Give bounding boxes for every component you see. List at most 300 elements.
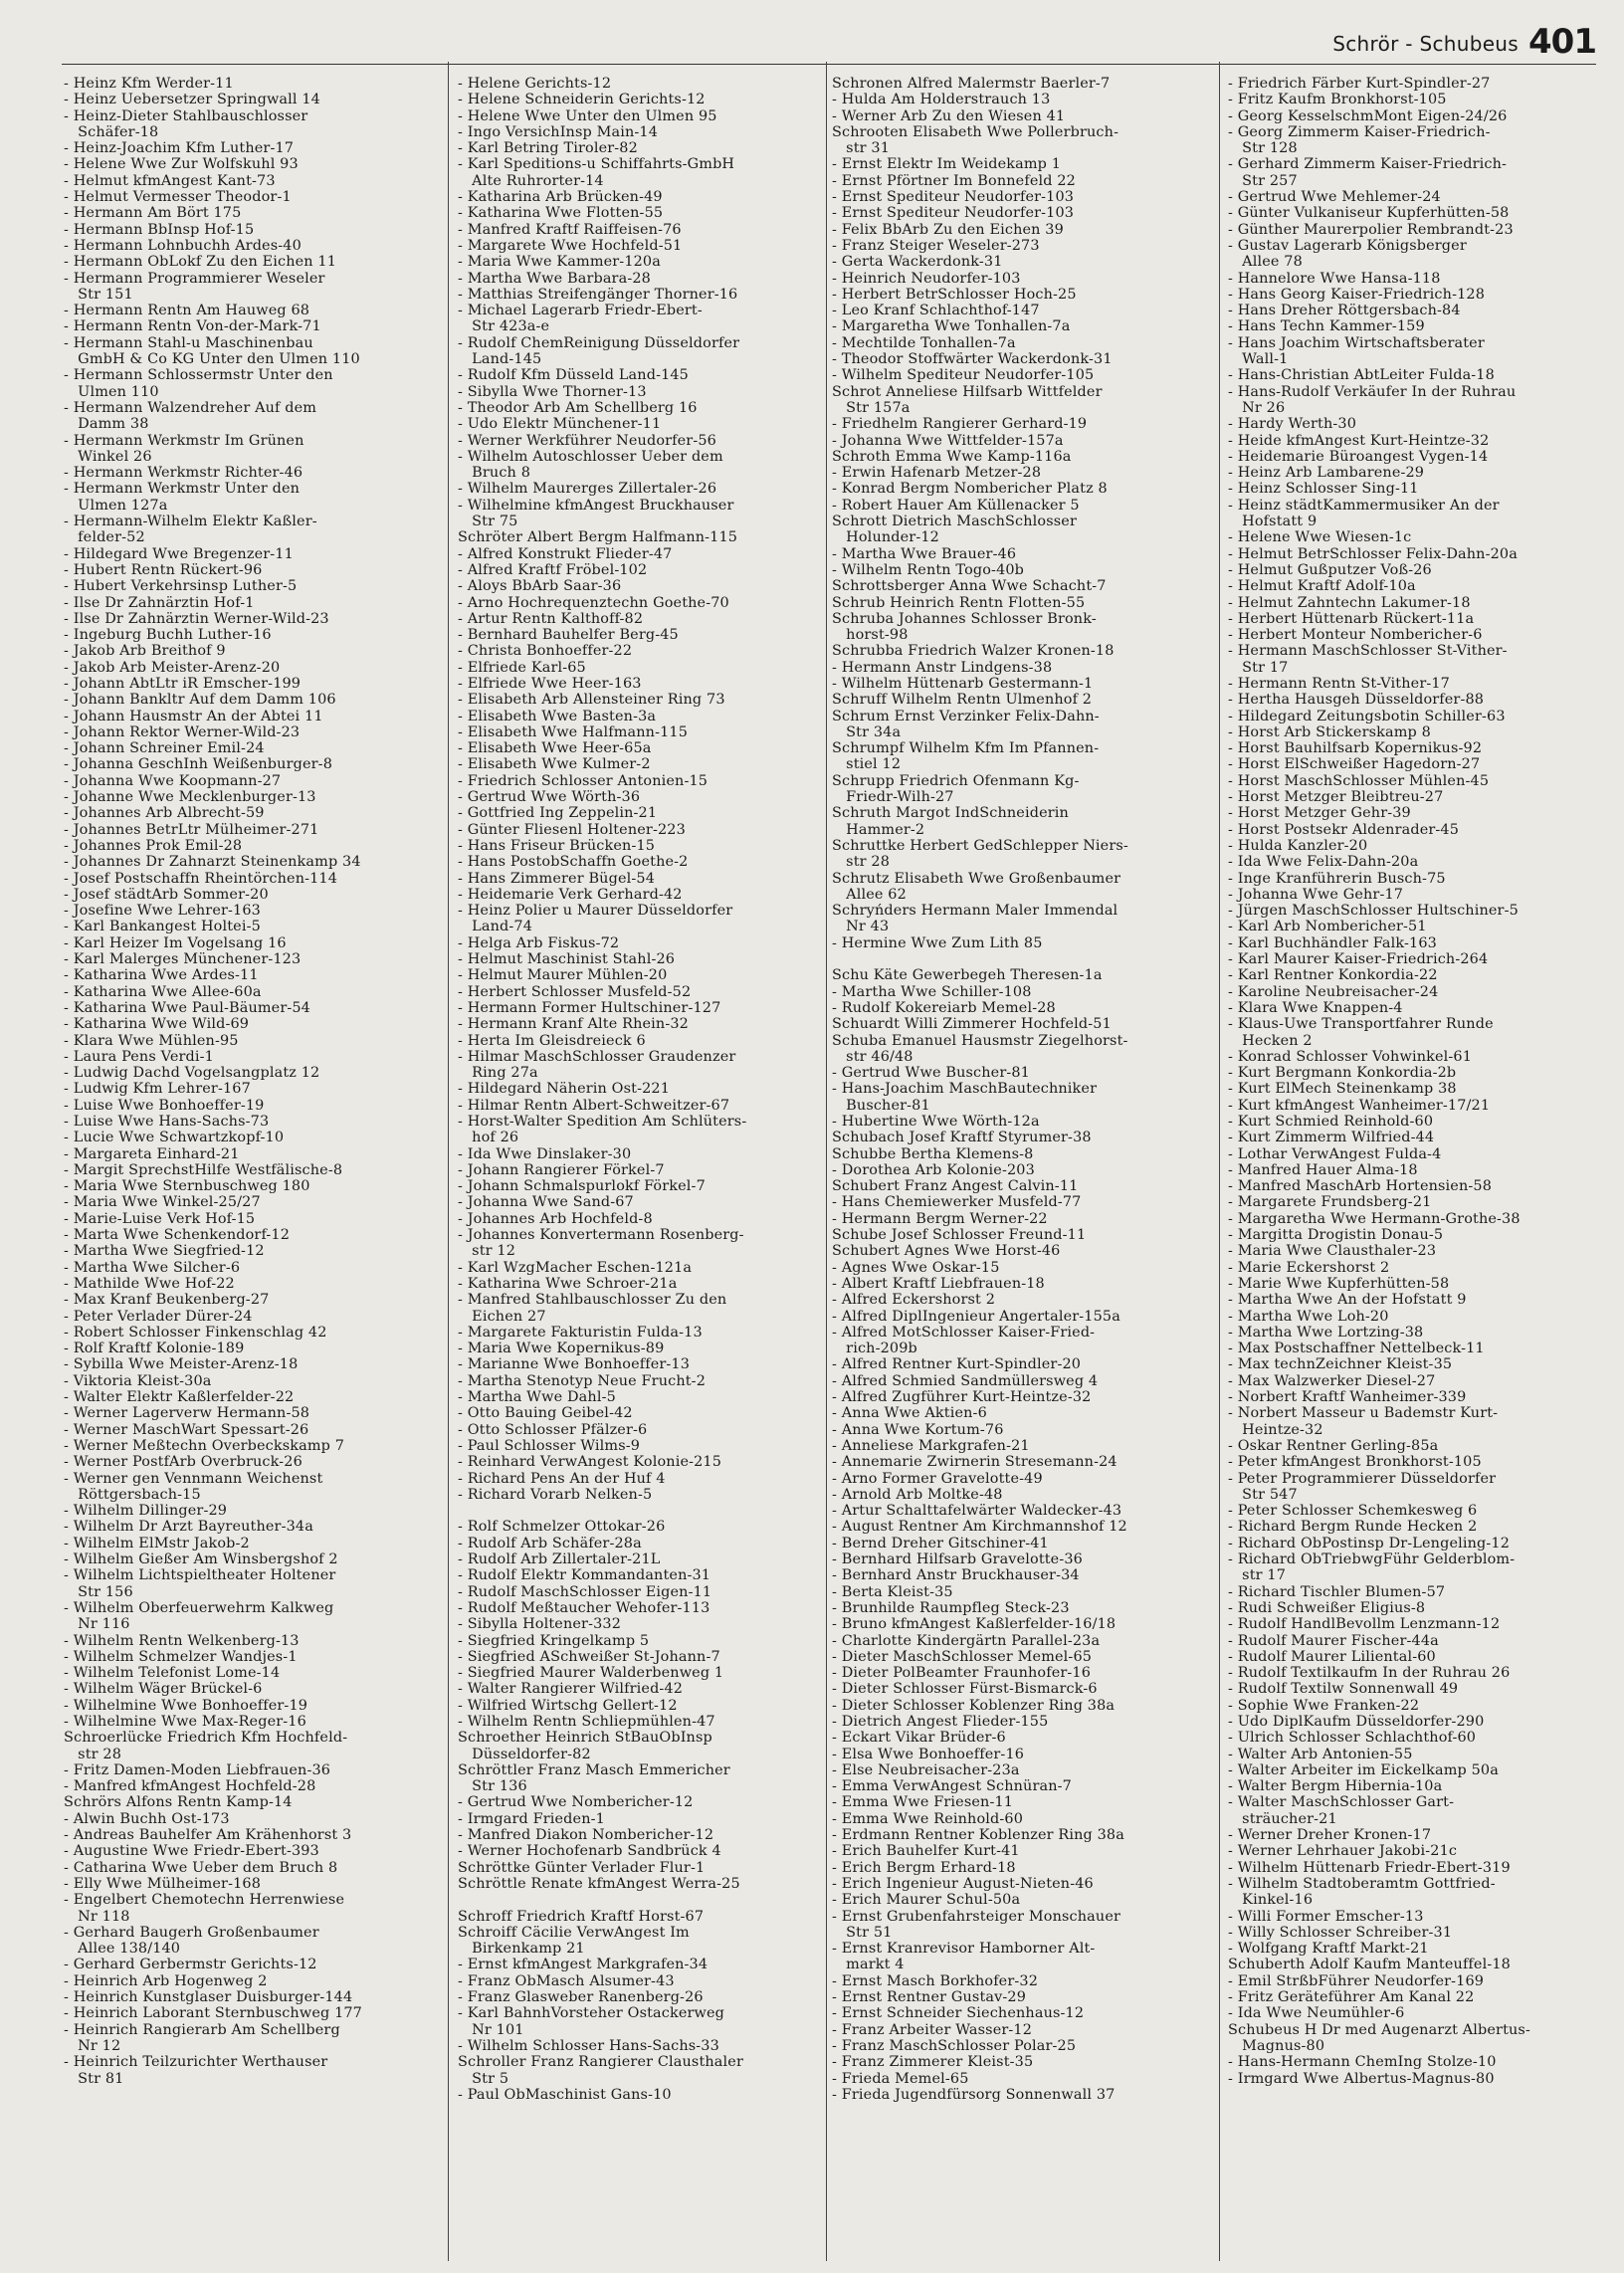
directory-entry-line: - Paul Schlosser Wilms-9	[458, 1437, 641, 1454]
directory-entry-line: - Elisabeth Wwe Kulmer-2	[458, 756, 651, 773]
directory-entry-line: - Alfred Rentner Kurt-Spindler-20	[832, 1356, 1082, 1373]
directory-entry-line: Schroerlücke Friedrich Kfm Hochfeld-	[64, 1730, 348, 1747]
directory-entry-line: Alte Ruhrorter-14	[458, 172, 604, 189]
directory-entry-line: Nr 43	[832, 919, 890, 935]
directory-entry-line: - Heinrich Rangierarb Am Schellberg	[64, 2021, 340, 2038]
directory-entry-line: Schrumpf Wilhelm Kfm Im Pfannen-	[832, 740, 1100, 757]
directory-entry-line: - Heinrich Laborant Sternbuschweg 177	[64, 2005, 362, 2022]
directory-entry-line: - Heinz-Dieter Stahlbauschlosser	[64, 107, 308, 124]
directory-entry-line: - Ludwig Kfm Lehrer-167	[64, 1081, 251, 1098]
directory-entry-line: - Brunhilde Raumpfleg Steck-23	[832, 1599, 1070, 1616]
directory-entry-line: - Hildegard Wwe Bregenzer-11	[64, 545, 294, 562]
directory-entry-line: - Heinz-Joachim Kfm Luther-17	[64, 140, 295, 157]
directory-entry-line: - Emma Wwe Reinhold-60	[832, 1810, 1024, 1827]
directory-entry-line: - Alfred MotSchlosser Kaiser-Fried-	[832, 1324, 1096, 1341]
directory-entry-line: - Robert Hauer Am Küllenacker 5	[832, 497, 1080, 514]
directory-entry-line: - Josefine Wwe Lehrer-163	[64, 903, 261, 920]
directory-entry-line: - Johann Bankltr Auf dem Damm 106	[64, 692, 336, 709]
directory-entry-line: - Werner PostfArb Overbruck-26	[64, 1454, 303, 1471]
directory-entry-line: - Ernst Masch Borkhofer-32	[832, 1972, 1038, 1989]
directory-entry-line: - Helmut kfmAngest Kant-73	[64, 172, 276, 189]
directory-entry-line: - Rudolf Meßtaucher Wehofer-113	[458, 1599, 710, 1616]
directory-entry-line: - Martha Wwe Siegfried-12	[64, 1243, 265, 1260]
directory-entry-line: - Hans Zimmerer Bügel-54	[458, 870, 655, 887]
directory-entry-line: - Erich Ingenieur August-Nieten-46	[832, 1875, 1094, 1892]
directory-entry-line: - Martha Wwe Barbara-28	[458, 270, 651, 287]
directory-entry-line: - Helmut Maschinist Stahl-26	[458, 951, 676, 968]
directory-entry-line: Str 34a	[832, 723, 902, 740]
directory-entry-line: - Sybilla Wwe Meister-Arenz-18	[64, 1356, 299, 1373]
directory-entry-line: - Martha Wwe An der Hofstatt 9	[1228, 1292, 1467, 1309]
directory-entry-line: - Marie Wwe Kupferhütten-58	[1228, 1275, 1450, 1292]
directory-entry-line: - Matthias Streifengänger Thorner-16	[458, 286, 738, 303]
directory-entry-line: Str 423a-e	[458, 318, 550, 335]
directory-entry-line: - Alfred Kraftf Fröbel-102	[458, 561, 648, 578]
directory-entry-line: - Johann Schmalspurlokf Förkel-7	[458, 1178, 706, 1195]
directory-entry-line: - Franz Zimmerer Kleist-35	[832, 2054, 1034, 2071]
directory-entry-line: - Wilhelm Spediteur Neudorfer-105	[832, 367, 1095, 384]
directory-entry-line: - Peter kfmAngest Bronkhorst-105	[1228, 1454, 1482, 1471]
directory-entry-line: - Hilmar MaschSchlosser Graudenzer	[458, 1048, 736, 1065]
directory-entry-line: - Friedhelm Rangierer Gerhard-19	[832, 416, 1088, 433]
directory-entry-line: Str 17	[1228, 659, 1289, 676]
directory-entry-line: - Marie-Luise Verk Hof-15	[64, 1210, 256, 1227]
directory-entry-line: - Josef städtArb Sommer-20	[64, 886, 269, 903]
directory-entry-line: - Hermann Werkmstr Unter den	[64, 481, 301, 498]
directory-entry-line: Schrubba Friedrich Walzer Kronen-18	[832, 643, 1115, 660]
directory-entry-line: str 31	[832, 140, 891, 157]
directory-entry-line: - Helene Wwe Wiesen-1c	[1228, 529, 1412, 546]
directory-entry-line: - Karl Buchhändler Falk-163	[1228, 934, 1437, 951]
directory-entry-line: - Katharina Wwe Schroer-21a	[458, 1275, 678, 1292]
directory-entry-line: - Horst-Walter Spedition Am Schlüters-	[458, 1114, 747, 1130]
directory-entry-line: - Bernhard Hilfsarb Gravelotte-36	[832, 1551, 1083, 1568]
directory-entry-line: - Gottfried Ing Zeppelin-21	[458, 805, 658, 822]
directory-entry-line: - Aloys BbArb Saar-36	[458, 578, 622, 595]
directory-entry-line: - Hermann MaschSchlosser St-Vither-	[1228, 643, 1508, 660]
directory-entry-line: - Hermann Kranf Alte Rhein-32	[458, 1016, 689, 1033]
directory-entry-line: - Günther Maurerpolier Rembrandt-23	[1228, 221, 1514, 238]
directory-entry-line: Schuardt Willi Zimmerer Hochfeld-51	[832, 1016, 1112, 1033]
directory-entry-line: - Johanna Wwe Gehr-17	[1228, 886, 1404, 903]
directory-entry-line: - Else Neubreisacher-23a	[832, 1761, 1020, 1778]
directory-entry-line: - Ilse Dr Zahnärztin Werner-Wild-23	[64, 610, 329, 627]
directory-entry-line: - Ernst kfmAngest Markgrafen-34	[458, 1957, 709, 1973]
directory-entry-line: Str 81	[64, 2070, 124, 2087]
directory-entry-line: - Rudolf MaschSchlosser Eigen-11	[458, 1583, 712, 1600]
directory-entry-line: - Sibylla Wwe Thorner-13	[458, 383, 647, 400]
directory-entry-line: - Hildegard Näherin Ost-221	[458, 1081, 671, 1098]
directory-entry-line: - Karl Betring Tiroler-82	[458, 140, 638, 157]
directory-entry-line: - Gerhard Gerbermstr Gerichts-12	[64, 1957, 317, 1973]
directory-entry-line: Allee 62	[832, 886, 907, 903]
directory-entry-line: - Margitta Drogistin Donau-5	[1228, 1227, 1444, 1244]
directory-entry-line: - Franz ObMasch Alsumer-43	[458, 1972, 675, 1989]
directory-entry-line: - Eckart Vikar Brüder-6	[832, 1730, 1006, 1747]
directory-entry-line: - Dorothea Arb Kolonie-203	[832, 1161, 1035, 1178]
directory-entry-line: - Wilhelm Lichtspieltheater Holtener	[64, 1567, 336, 1584]
directory-entry-line: - Bernd Dreher Gitschiner-41	[832, 1535, 1049, 1551]
directory-entry-line: - Rudolf Kfm Düsseld Land-145	[458, 367, 689, 384]
directory-entry-line: - Wilhelm Dillinger-29	[64, 1503, 228, 1520]
directory-entry-line: Allee 78	[1228, 254, 1303, 271]
directory-entry-line: - Wilhelm Autoschlosser Ueber dem	[458, 448, 723, 465]
directory-entry-line: - Manfred Hauer Alma-18	[1228, 1161, 1418, 1178]
directory-entry-line: - Johannes Konvertermann Rosenberg-	[458, 1227, 744, 1244]
directory-entry-line: - Willi Former Emscher-13	[1228, 1908, 1424, 1925]
directory-entry-line: - Hermann Werkmstr Im Grünen	[64, 432, 304, 449]
directory-entry-line: Schubert Franz Angest Calvin-11	[832, 1178, 1079, 1195]
directory-entry-line: - Andreas Bauhelfer Am Krähenhorst 3	[64, 1827, 352, 1844]
directory-entry-line: - Rudolf Kokereiarb Memel-28	[832, 999, 1056, 1016]
directory-entry-line: - Konrad Bergm Nombericher Platz 8	[832, 481, 1108, 498]
directory-entry-line: Friedr-Wilh-27	[832, 789, 954, 806]
directory-entry-line: - Dieter Schlosser Fürst-Bismarck-6	[832, 1681, 1098, 1698]
directory-entry-line: - Hulda Kanzler-20	[1228, 837, 1368, 854]
directory-entry-line: - Hans-Christian AbtLeiter Fulda-18	[1228, 367, 1495, 384]
directory-entry-line: Schrub Heinrich Rentn Flotten-55	[832, 594, 1086, 611]
directory-entry-line: - Heinrich Arb Hogenweg 2	[64, 1972, 268, 1989]
directory-entry-line: - Rudolf Elektr Kommandanten-31	[458, 1567, 711, 1584]
directory-entry-line: - Marta Wwe Schenkendorf-12	[64, 1227, 291, 1244]
directory-entry-line: - Heinrich Neudorfer-103	[832, 270, 1021, 287]
directory-entry-line: - Hermann Schlossermstr Unter den	[64, 367, 333, 384]
directory-entry-line: Nr 12	[64, 2037, 121, 2054]
directory-entry-line: - Walter MaschSchlosser Gart-	[1228, 1794, 1455, 1811]
directory-entry-line: Schrörs Alfons Rentn Kamp-14	[64, 1794, 293, 1811]
directory-entry-line: - Klaus-Uwe Transportfahrer Runde	[1228, 1016, 1494, 1033]
directory-entry-line: - Erich Bauhelfer Kurt-41	[832, 1843, 1020, 1860]
directory-entry-line: - Wilhelm Wäger Brückel-6	[64, 1681, 263, 1698]
directory-entry-line: - Wilfried Wirtschg Gellert-12	[458, 1697, 678, 1714]
directory-entry-line: - Dieter PolBeamter Fraunhofer-16	[832, 1665, 1092, 1682]
directory-entry-line: - Karl Arb Nombericher-51	[1228, 919, 1427, 935]
directory-entry-line: - Elly Wwe Mülheimer-168	[64, 1875, 262, 1892]
directory-entry-line: - Heidemarie Büroangest Vygen-14	[1228, 448, 1489, 465]
directory-entry-line: - Rudolf Arb Zillertaler-21L	[458, 1551, 661, 1568]
directory-entry-line: - Wilhelmine kfmAngest Bruckhauser	[458, 497, 734, 514]
directory-entry-line: - Werner Dreher Kronen-17	[1228, 1827, 1432, 1844]
directory-entry-line: - Hubert Verkehrsinsp Luther-5	[64, 578, 298, 595]
directory-entry-line: - Klara Wwe Knappen-4	[1228, 999, 1403, 1016]
directory-entry-line: Wall-1	[1228, 351, 1289, 368]
directory-entry-line: Schroller Franz Rangierer Clausthaler	[458, 2054, 743, 2071]
directory-entry-line: - Wilhelm Rentn Schliepmühlen-47	[458, 1713, 715, 1730]
directory-entry-line: - Karl Speditions-u Schiffahrts-GmbH	[458, 156, 735, 173]
directory-entry-line: - Karl Bankangest Holtei-5	[64, 919, 261, 935]
directory-entry-line: - Elisabeth Arb Allensteiner Ring 73	[458, 692, 725, 709]
directory-entry-line: - Erich Maurer Schul-50a	[832, 1892, 1021, 1909]
directory-entry-line: - Emma VerwAngest Schnüran-7	[832, 1778, 1072, 1795]
directory-entry-line: - Rolf Kraftf Kolonie-189	[64, 1341, 245, 1357]
directory-entry-line: - Alfred Zugführer Kurt-Heintze-32	[832, 1389, 1092, 1406]
directory-entry-line: - Franz MaschSchlosser Polar-25	[832, 2037, 1077, 2054]
directory-entry-line: str 28	[832, 854, 891, 871]
directory-entry-line: - Lucie Wwe Schwartzkopf-10	[64, 1130, 285, 1146]
directory-entry-line: - Ulrich Schlosser Schlachthof-60	[1228, 1730, 1477, 1747]
directory-column-1	[64, 76, 450, 2265]
directory-entry-line: - Manfred Diakon Nombericher-12	[458, 1827, 714, 1844]
directory-entry-line: - Franz Glasweber Ranenberg-26	[458, 1989, 704, 2006]
directory-entry-line: - Kurt Schmied Reinhold-60	[1228, 1114, 1434, 1130]
directory-entry-line: - Anneliese Markgrafen-21	[832, 1437, 1030, 1454]
directory-entry-line: - Marie Eckershorst 2	[1228, 1259, 1390, 1276]
column-divider	[1219, 62, 1220, 2261]
directory-entry-line: Str 136	[458, 1778, 527, 1795]
directory-entry-line: - Wilhelm Rentn Togo-40b	[832, 561, 1025, 578]
directory-entry-line: - Katharina Wwe Wild-69	[64, 1016, 250, 1033]
directory-entry-line: - Helene Wwe Zur Wolfskuhl 93	[64, 156, 299, 173]
directory-entry-line: Holunder-12	[832, 529, 939, 546]
directory-entry-line: - Johanne Wwe Mecklenburger-13	[64, 789, 316, 806]
directory-entry-line: - Manfred Kraftf Raiffeisen-76	[458, 221, 682, 238]
directory-entry-line: Schröttler Franz Masch Emmericher	[458, 1761, 730, 1778]
directory-entry-line: - Artur Schalttafelwärter Waldecker-43	[832, 1503, 1122, 1520]
directory-entry-line: - Maria Wwe Winkel-25/27	[64, 1194, 261, 1211]
directory-entry-line: Str 157a	[832, 399, 911, 416]
directory-entry-line: Schubach Josef Kraftf Styrumer-38	[832, 1130, 1092, 1146]
directory-entry-line: hof 26	[458, 1130, 519, 1146]
directory-entry-line: Schrupp Friedrich Ofenmann Kg-	[832, 772, 1080, 789]
directory-entry-line: Röttgersbach-15	[64, 1486, 201, 1503]
directory-entry-line: - Ernst Elektr Im Weidekamp 1	[832, 156, 1062, 173]
directory-entry-line: - Berta Kleist-35	[832, 1583, 953, 1600]
directory-entry-line: stiel 12	[832, 756, 902, 773]
directory-entry-line: - Elsa Wwe Bonhoeffer-16	[832, 1746, 1025, 1762]
directory-entry-line: - Wilhelm Stadtoberamtm Gottfried-	[1228, 1875, 1496, 1892]
directory-entry-line: - Maria Wwe Kopernikus-89	[458, 1341, 665, 1357]
directory-entry-line: - Georg Zimmerm Kaiser-Friedrich-	[1228, 123, 1491, 140]
directory-entry-line: - Margarete Fakturistin Fulda-13	[458, 1324, 703, 1341]
directory-entry-line: Schrum Ernst Verzinker Felix-Dahn-	[832, 708, 1100, 724]
directory-entry-line: Heintze-32	[1228, 1421, 1323, 1438]
directory-entry-line: Schu Käte Gewerbegeh Theresen-1a	[832, 967, 1103, 984]
directory-entry-line: - Johannes Arb Albrecht-59	[64, 805, 265, 822]
directory-entry-line: - Heidemarie Verk Gerhard-42	[458, 886, 683, 903]
directory-entry-line: - Paul ObMaschinist Gans-10	[458, 2086, 672, 2103]
directory-entry-line: - Max Postschaffner Nettelbeck-11	[1228, 1341, 1485, 1357]
directory-entry-line: - Konrad Schlosser Vohwinkel-61	[1228, 1048, 1473, 1065]
directory-entry-line: - Werner Meßtechn Overbeckskamp 7	[64, 1437, 345, 1454]
directory-entry-line: - Horst Metzger Gehr-39	[1228, 805, 1411, 822]
directory-entry-line: - Katharina Wwe Ardes-11	[64, 967, 259, 984]
directory-entry-line: - Hans-Joachim MaschBautechniker	[832, 1081, 1098, 1098]
directory-entry-line: - Katharina Wwe Allee-60a	[64, 983, 262, 1000]
directory-entry-line: - Heinz Kfm Werder-11	[64, 76, 234, 92]
directory-entry-line: - Hermann Programmierer Weseler	[64, 270, 325, 287]
directory-entry-line: Schroiff Cäcilie VerwAngest Im	[458, 1924, 690, 1941]
directory-entry-line: - Alwin Buchh Ost-173	[64, 1810, 230, 1827]
directory-entry-line: Schubeus H Dr med Augenarzt Albertus-	[1228, 2021, 1530, 2038]
directory-entry-line: Schruttke Herbert GedSchlepper Niers-	[832, 837, 1128, 854]
directory-entry-line: Schube Josef Schlosser Freund-11	[832, 1227, 1087, 1244]
directory-entry-line: - Ida Wwe Neumühler-6	[1228, 2005, 1405, 2022]
directory-entry-line: - Karl BahnhVorsteher Ostackerweg	[458, 2005, 725, 2022]
directory-entry-line: Schruba Johannes Schlosser Bronk-	[832, 610, 1097, 627]
directory-entry-line: - Otto Schlosser Pfälzer-6	[458, 1421, 648, 1438]
directory-entry-line: Land-145	[458, 351, 542, 368]
directory-entry-line: Birkenkamp 21	[458, 1941, 585, 1958]
directory-entry-line: - Luise Wwe Hans-Sachs-73	[64, 1114, 270, 1130]
directory-entry-line: - Johann Rangierer Förkel-7	[458, 1161, 665, 1178]
directory-entry-line: - Leo Kranf Schlachthof-147	[832, 303, 1040, 319]
directory-entry-line: - Heinz Uebersetzer Springwall 14	[64, 92, 320, 108]
directory-entry-line: - Johanna GeschInh Weißenburger-8	[64, 756, 332, 773]
directory-entry-line: - Gertrud Wwe Wörth-36	[458, 789, 641, 806]
directory-entry-line: - Herbert Monteur Nombericher-6	[1228, 627, 1483, 644]
directory-entry-line: - Ernst Pförtner Im Bonnefeld 22	[832, 172, 1076, 189]
directory-entry-line: - Hermann Stahl-u Maschinenbau	[64, 334, 313, 351]
directory-entry-line: - Manfred Stahlbauschlosser Zu den	[458, 1292, 727, 1309]
directory-entry-line: - Hans Friseur Brücken-15	[458, 837, 656, 854]
directory-entry-line: - Rudolf Maurer Fischer-44a	[1228, 1632, 1439, 1649]
directory-entry-line: - Rudolf Maurer Liliental-60	[1228, 1648, 1436, 1665]
directory-entry-line: - Wilhelm Hüttenarb Gestermann-1	[832, 675, 1094, 692]
directory-entry-line: - Johann Rektor Werner-Wild-23	[64, 723, 301, 740]
directory-entry-line: - Werner Lehrhauer Jakobi-21c	[1228, 1843, 1458, 1860]
directory-entry-line: - Johann Schreiner Emil-24	[64, 740, 265, 757]
directory-entry-line: - Wilhelm ElMstr Jakob-2	[64, 1535, 250, 1551]
directory-entry-line: - Kurt ElMech Steinenkamp 38	[1228, 1081, 1457, 1098]
directory-entry-line: - Horst ElSchweißer Hagedorn-27	[1228, 756, 1481, 773]
directory-entry-line: - Manfred kfmAngest Hochfeld-28	[64, 1778, 316, 1795]
directory-entry-line: - Helene Wwe Unter den Ulmen 95	[458, 107, 717, 124]
directory-entry-line: - Siegfried ASchweißer St-Johann-7	[458, 1648, 720, 1665]
directory-entry-line: - Wilhelmine Wwe Bonhoeffer-19	[64, 1697, 308, 1714]
directory-entry-line: - Jürgen MaschSchlosser Hultschiner-5	[1228, 903, 1519, 920]
directory-entry-line: - Karl Rentner Konkordia-22	[1228, 967, 1438, 984]
directory-entry-line: - Maria Wwe Kammer-120a	[458, 254, 661, 271]
directory-column-4	[1228, 76, 1614, 2265]
directory-entry-line: - Johanna Wwe Sand-67	[458, 1194, 634, 1211]
directory-entry-line: - Peter Schlosser Schemkesweg 6	[1228, 1503, 1478, 1520]
directory-entry-line: - Alfred DiplIngenieur Angertaler-155a	[832, 1308, 1120, 1325]
directory-entry-line: - Margareta Einhard-21	[64, 1145, 240, 1162]
directory-entry-line: - Mechtilde Tonhallen-7a	[832, 334, 1016, 351]
directory-column-3	[832, 76, 1218, 2265]
directory-entry-line: GmbH & Co KG Unter den Ulmen 110	[64, 351, 360, 368]
directory-entry-line: - Helene Gerichts-12	[458, 76, 612, 92]
directory-entry-line: - Herbert BetrSchlosser Hoch-25	[832, 286, 1077, 303]
directory-entry-line: Damm 38	[64, 416, 149, 433]
directory-entry-line: - Hermann Lohnbuchh Ardes-40	[64, 237, 302, 254]
directory-entry-line: - Bernhard Bauhelfer Berg-45	[458, 627, 679, 644]
directory-entry-line: - Maria Wwe Sternbuschweg 180	[64, 1178, 310, 1195]
directory-entry-line: - Ingeburg Buchh Luther-16	[64, 627, 272, 644]
directory-entry-line: - Heinz Polier u Maurer Düsseldorfer	[458, 903, 733, 920]
directory-entry-line: - Elfriede Karl-65	[458, 659, 586, 676]
directory-entry-line: - Hilmar Rentn Albert-Schweitzer-67	[458, 1097, 730, 1114]
directory-entry-line: - Helmut Zahntechn Lakumer-18	[1228, 594, 1471, 611]
directory-entry-line: - Ernst Spediteur Neudorfer-103	[832, 205, 1075, 222]
directory-entry-line: - Walter Elektr Kaßlerfelder-22	[64, 1389, 295, 1406]
directory-entry-line: - Wilhelm Gießer Am Winsbergshof 2	[64, 1551, 338, 1568]
directory-entry-line: - Johanna Wwe Koopmann-27	[64, 772, 282, 789]
directory-entry-line: - Ludwig Dachd Vogelsangplatz 12	[64, 1065, 320, 1082]
directory-entry-line: - Jakob Arb Breithof 9	[64, 643, 226, 660]
directory-entry-line: - Wilhelmine Wwe Max-Reger-16	[64, 1713, 306, 1730]
directory-entry-line: - Kurt Zimmerm Wilfried-44	[1228, 1130, 1435, 1146]
directory-entry-line: - Gertrud Wwe Buscher-81	[832, 1065, 1030, 1082]
directory-entry-line: - Marianne Wwe Bonhoeffer-13	[458, 1356, 691, 1373]
directory-entry-line: - Hermann Rentn Am Hauweg 68	[64, 303, 310, 319]
directory-entry-line: - Anna Wwe Aktien-6	[832, 1405, 987, 1422]
directory-entry-line: - Norbert Kraftf Wanheimer-339	[1228, 1389, 1467, 1406]
directory-entry-line: - Heinrich Teilzurichter Werthauser	[64, 2054, 328, 2071]
directory-entry-line: Magnus-80	[1228, 2037, 1325, 2054]
directory-entry-line: - Mathilde Wwe Hof-22	[64, 1275, 235, 1292]
directory-entry-line: - Johannes Dr Zahnarzt Steinenkamp 34	[64, 854, 361, 871]
directory-entry-line: - Richard ObTriebwgFühr Gelderblom-	[1228, 1551, 1516, 1568]
directory-entry-line: - Hans-Rudolf Verkäufer In der Ruhrau	[1228, 383, 1517, 400]
directory-entry-line: - Katharina Wwe Paul-Bäumer-54	[64, 999, 310, 1016]
directory-entry-line: - Inge Kranführerin Busch-75	[1228, 870, 1446, 887]
directory-entry-line: - Peter Verlader Dürer-24	[64, 1308, 253, 1325]
directory-entry-line: - Margarete Frundsberg-21	[1228, 1194, 1432, 1211]
directory-entry-line: Ulmen 110	[64, 383, 159, 400]
directory-entry-line: - Lothar VerwAngest Fulda-4	[1228, 1145, 1442, 1162]
directory-entry-line: - Günter Vulkaniseur Kupferhütten-58	[1228, 205, 1510, 222]
directory-entry-line: - Wilhelm Maurerges Zillertaler-26	[458, 481, 717, 498]
directory-entry-line: Schruff Wilhelm Rentn Ulmenhof 2	[832, 692, 1093, 709]
directory-entry-line: - Hermann-Wilhelm Elektr Kaßler-	[64, 514, 317, 530]
directory-entry-line: Nr 118	[64, 1908, 130, 1925]
directory-entry-line: Schryńders Hermann Maler Immendal	[832, 903, 1118, 920]
directory-entry-line: Allee 138/140	[64, 1941, 181, 1958]
directory-entry-line: Str 547	[1228, 1486, 1298, 1503]
directory-entry-line: - Werner Werkführer Neudorfer-56	[458, 432, 716, 449]
directory-entry-line: Schubert Agnes Wwe Horst-46	[832, 1243, 1061, 1260]
directory-entry-line: - Hans Chemiewerker Musfeld-77	[832, 1194, 1082, 1211]
directory-entry-line: - Emil StrßbFührer Neudorfer-169	[1228, 1972, 1485, 1989]
directory-entry-line: - Dietrich Angest Flieder-155	[832, 1713, 1049, 1730]
directory-entry-line: - Friedrich Färber Kurt-Spindler-27	[1228, 76, 1491, 92]
directory-entry-line: - Martha Wwe Schiller-108	[832, 983, 1032, 1000]
directory-entry-line: - Gerhard Baugerh Großenbaumer	[64, 1924, 319, 1941]
directory-entry-line: Nr 116	[64, 1616, 130, 1633]
directory-entry-line: - Wilhelm Schmelzer Wandjes-1	[64, 1648, 298, 1665]
directory-entry-line: - Rolf Schmelzer Ottokar-26	[458, 1519, 666, 1536]
directory-entry-line: - Hans Dreher Röttgersbach-84	[1228, 303, 1461, 319]
directory-entry-line: - Alfred Schmied Sandmüllersweg 4	[832, 1372, 1099, 1389]
directory-entry-line: - Horst Arb Stickerskamp 8	[1228, 723, 1431, 740]
directory-entry-line: - Ernst Schneider Siechenhaus-12	[832, 2005, 1085, 2022]
directory-entry-line	[458, 1503, 844, 1519]
directory-entry-line: - Otto Bauing Geibel-42	[458, 1405, 633, 1422]
directory-entry-line: - Hubert Rentn Rückert-96	[64, 561, 263, 578]
directory-entry-line: - Karl Malerges Münchener-123	[64, 951, 302, 968]
directory-entry-line: - Ida Wwe Felix-Dahn-20a	[1228, 854, 1419, 871]
directory-entry-line: - Ernst Rentner Gustav-29	[832, 1989, 1027, 2006]
directory-entry-line: - Hertha Hausgeh Düsseldorfer-88	[1228, 692, 1485, 709]
directory-entry-line: Buscher-81	[832, 1097, 930, 1114]
directory-entry-line: Schrutz Elisabeth Wwe Großenbaumer	[832, 870, 1121, 887]
directory-entry-line: - Werner gen Vennmann Weichenst	[64, 1470, 323, 1487]
directory-entry-line: - Gustav Lagerarb Königsberger	[1228, 237, 1467, 254]
directory-entry-line: - Ernst Kranrevisor Hamborner Alt-	[832, 1941, 1096, 1958]
directory-entry-line: Schrooten Elisabeth Wwe Pollerbruch-	[832, 123, 1119, 140]
directory-entry-line: - Alfred Konstrukt Flieder-47	[458, 545, 673, 562]
directory-entry-line: Land-74	[458, 919, 533, 935]
directory-entry-line: Str 5	[458, 2070, 509, 2087]
directory-entry-line: - Gertrud Wwe Nombericher-12	[458, 1794, 694, 1811]
directory-entry-line: - Engelbert Chemotechn Herrenwiese	[64, 1892, 345, 1909]
directory-entry-line: str 17	[1228, 1567, 1287, 1584]
directory-entry-line: - Artur Rentn Kalthoff-82	[458, 610, 644, 627]
directory-entry-line: Schrot Anneliese Hilfsarb Wittfelder	[832, 383, 1103, 400]
directory-entry-line: - Hermann Rentn St-Vither-17	[1228, 675, 1450, 692]
directory-entry-line: - Horst Bauhilfsarb Kopernikus-92	[1228, 740, 1483, 757]
